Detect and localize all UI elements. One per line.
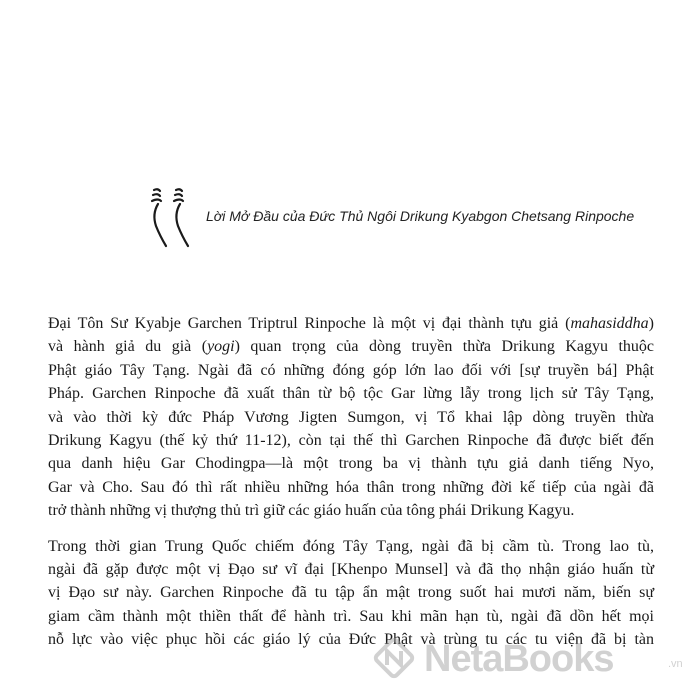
text-segment: giam cầm thành một thiền thất để hành trì. Sau khi mãn hạn tù, ngài đã dồn hết mọi [48,607,654,625]
text-segment: Phật giáo Tây Tạng. Ngài đã có những đóng góp lớn lao đối với [sự truyền bá] Phật [48,361,654,379]
text-segment: vị Đạo sư này. Garchen Rinpoche đã tu tập ẩn mật trong suốt hai mươi năm, biến sự [48,584,654,602]
watermark-suffix: .vn [668,658,683,670]
text-line [48,452,654,475]
italic-term: mahasiddha [570,315,649,332]
text-line [48,359,654,382]
text-segment: qua danh hiệu Gar Chodingpa—là một trong ba vị thành tựu giả danh tiếng Nyo, [48,455,654,473]
netabooks-logo-icon [370,634,418,682]
text-segment: trở thành những vị thượng thủ trì giữ các giáo huấn của tông phái Drikung Kagyu. [48,502,575,520]
text-segment: ) quan trọng của dòng truyền thừa Drikung Kagyu thuộc [234,338,655,356]
italic-term: yogi [207,338,235,356]
watermark-brand: NetaBooks [424,638,614,680]
text-line [48,499,654,522]
text-line [48,558,654,581]
text-segment: và vào thời kỳ đức Pháp Vương Jigten Sumgon, vị Tổ khai lập dòng truyền thừa [48,408,654,426]
text-segment: ) [648,315,654,332]
text-segment: nỗ lực vào việc phục hồi các giáo lý của Đức Phật và trùng tu các tu viện đã bị tàn [48,631,654,649]
text-line [48,429,654,452]
text-segment: và hành giả du già ( [48,338,208,356]
text-segment: Trong thời gian Trung Quốc chiếm đóng Tây Tạng, ngài đã bị cầm tù. Trong lao tù, [48,537,654,555]
text-line [48,335,654,358]
text-segment: ngài đã gặp được một vị Đạo sư vĩ đại [Khenpo Munsel] và đã thọ nhận giáo huấn từ [48,561,654,579]
text-line [48,382,654,405]
text-line [48,406,654,429]
text-line [48,535,654,558]
text-line [48,312,654,335]
text-segment: Drikung Kagyu (thế kỷ thứ 11-12), còn tại thế thì Garchen Rinpoche đã được biết đến [48,432,654,450]
text-segment: Đại Tôn Sư Kyabje Garchen Triptrul Rinpoche là một vị đại thành tựu giả ( [48,315,571,332]
netabooks-watermark [368,628,688,690]
page-title: Lời Mở Đầu của Đức Thủ Ngôi Drikung Kyabgon Chetsang Rinpoche [206,208,635,224]
text-line [48,581,654,604]
text-segment: Pháp. Garchen Rinpoche đã xuất thân từ bộ tộc Gar lừng lẫy trong lịch sử Tây Tạng, [48,385,654,403]
text-line [48,476,654,499]
text-line [48,605,654,628]
body-text [48,312,654,652]
text-segment: Gar và Cho. Sau đó thì rất nhiều những hóa thân trong những đời kế tiếp của ngài đã [48,478,654,496]
tibetan-quote-ornament-icon [148,186,192,250]
